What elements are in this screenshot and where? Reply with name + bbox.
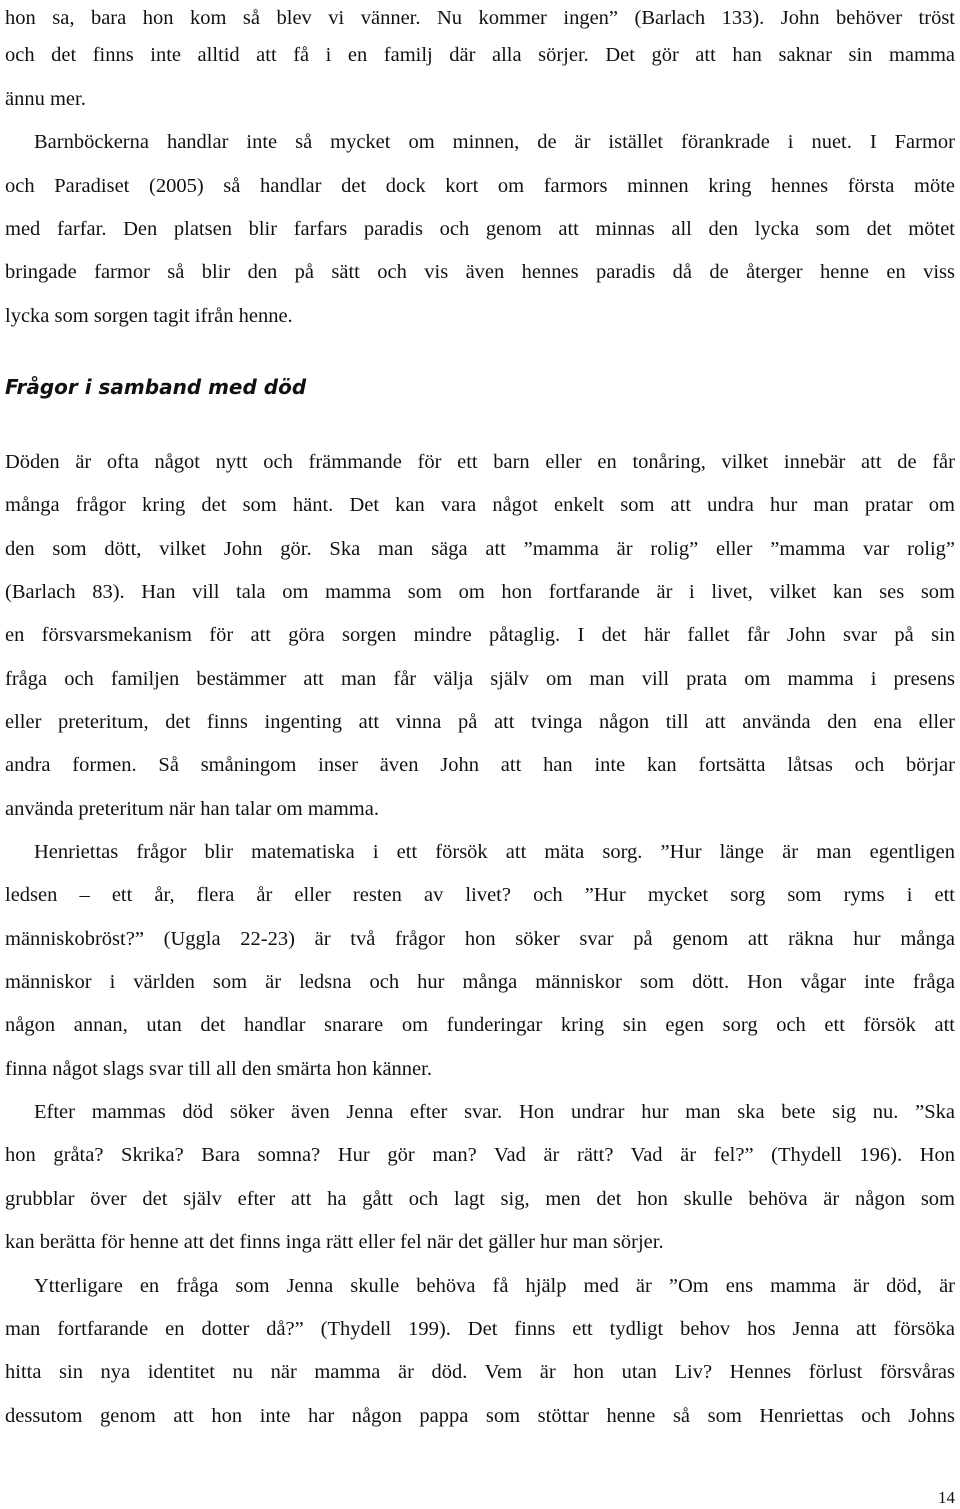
text-line: Barnböckerna handlar inte så mycket om minnen, de är istället förankrade i nuet. I Farmor xyxy=(34,131,955,153)
text-line: med farfar. Den platsen blir farfars paradis och genom att minnas all den lycka som det mötet xyxy=(5,218,955,240)
text-line: dessutom genom att hon inte har någon pappa som stöttar henne så som Henriettas och Johns xyxy=(5,1405,955,1427)
text-line: använda preteritum när han talar om mamma. xyxy=(5,798,379,820)
text-line: man fortfarande en dotter då?” (Thydell 199). Det finns ett tydligt behov hos Jenna att försöka xyxy=(5,1318,955,1340)
text-line: bringade farmor så blir den på sätt och vis även hennes paradis då de återger henne en viss xyxy=(5,261,955,283)
text-line: den som dött, vilket John gör. Ska man säga att ”mamma är rolig” eller ”mamma var rolig” xyxy=(5,538,955,560)
text-line: kan berätta för henne att det finns inga rätt eller fel när det gäller hur man sörjer. xyxy=(5,1231,664,1253)
text-line: ledsen – ett år, flera år eller resten av livet? och ”Hur mycket sorg som ryms i ett xyxy=(5,884,955,906)
text-line: andra formen. Så småningom inser även John att han inte kan fortsätta låtsas och börjar xyxy=(5,754,955,776)
text-line: finna något slags svar till all den smärta hon känner. xyxy=(5,1058,432,1080)
text-line: Ytterligare en fråga som Jenna skulle behöva få hjälp med är ”Om ens mamma är död, är xyxy=(34,1275,955,1297)
text-line: Henriettas frågor blir matematiska i ett försök att mäta sorg. ”Hur länge är man egentligen xyxy=(34,841,955,863)
text-line: ännu mer. xyxy=(5,88,86,110)
text-line: (Barlach 83). Han vill tala om mamma som om hon fortfarande är i livet, vilket kan ses som xyxy=(5,581,955,603)
text-line: och Paradiset (2005) så handlar det dock kort om farmors minnen kring hennes första möte xyxy=(5,175,955,197)
text-line: någon annan, utan det handlar snarare om funderingar kring sin egen sorg och ett försök att xyxy=(5,1014,955,1036)
text-line: eller preteritum, det finns ingenting att vinna på att tvinga någon till att använda den ena eller xyxy=(5,711,955,733)
text-line: människobröst?” (Uggla 22-23) är två frågor hon söker svar på genom att räkna hur många xyxy=(5,928,955,950)
text-line: hitta sin nya identitet nu när mamma är död. Vem är hon utan Liv? Hennes förlust försvåras xyxy=(5,1361,955,1383)
text-line: en försvarsmekanism för att göra sorgen mindre påtaglig. I det här fallet får John svar på sin xyxy=(5,624,955,646)
text-line: hon sa, bara hon kom så blev vi vänner. Nu kommer ingen” (Barlach 133). John behöver tröst xyxy=(5,7,955,29)
text-line: många frågor kring det som hänt. Det kan vara något enkelt som att undra hur man pratar om xyxy=(5,494,955,516)
text-line: Döden är ofta något nytt och främmande för ett barn eller en tonåring, vilket innebär att de får xyxy=(5,451,955,473)
section-heading: Frågor i samband med död xyxy=(5,375,307,399)
text-line: och det finns inte alltid att få i en familj där alla sörjer. Det gör att han saknar sin mamma xyxy=(5,44,955,66)
text-line: hon gråta? Skrika? Bara somna? Hur gör man? Vad är rätt? Vad är fel?” (Thydell 196). Hon xyxy=(5,1144,955,1166)
text-line: fråga och familjen bestämmer att man får välja själv om man vill prata om mamma i presens xyxy=(5,668,955,690)
text-line: människor i världen som är ledsna och hur många människor som dött. Hon vågar inte fråga xyxy=(5,971,955,993)
text-line: Efter mammas död söker även Jenna efter svar. Hon undrar hur man ska bete sig nu. ”Ska xyxy=(34,1101,955,1123)
page-number: 14 xyxy=(938,1488,955,1507)
text-line: grubblar över det själv efter att ha gått och lagt sig, men det hon skulle behöva är någon som xyxy=(5,1188,955,1210)
text-line: lycka som sorgen tagit ifrån henne. xyxy=(5,305,293,327)
